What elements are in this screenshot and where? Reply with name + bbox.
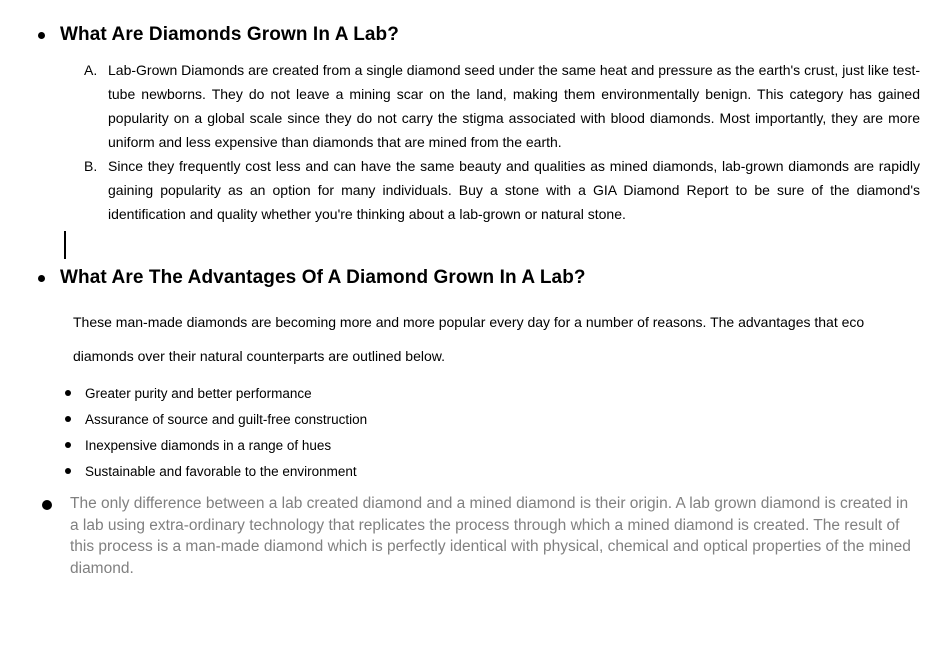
text-cursor <box>64 231 66 259</box>
intro-line-2: diamonds over their natural counterparts are outlined below. <box>73 348 445 364</box>
note-paragraph: The only difference between a lab created diamond and a mined diamond is their origin. A lab grown diamond is created in a lab using extra-ordinary technology that replicates the process through which a mined diamond is created. The result of this process is a man-made diamond which is perfectly identical with physical, chemical and optical properties of the mined diamond. <box>70 495 911 577</box>
bullet-icon <box>65 416 71 422</box>
advantage-purity: Greater purity and better performance <box>85 385 312 401</box>
section-heading-lab-grown: What Are Diamonds Grown In A Lab? <box>60 24 399 45</box>
list-item <box>65 458 948 484</box>
advantages-list <box>65 380 948 484</box>
list-item <box>65 406 948 432</box>
list-item <box>65 432 948 458</box>
bullet-icon <box>65 468 71 474</box>
bullet-icon <box>65 390 71 396</box>
section-heading-row-lab-grown <box>38 22 920 48</box>
advantage-sustainable: Sustainable and favorable to the environment <box>85 463 357 479</box>
list-marker-b: B. <box>84 158 98 174</box>
note-row <box>42 493 920 579</box>
advantage-inexpensive: Inexpensive diamonds in a range of hues <box>85 437 332 453</box>
bullet-icon <box>38 32 45 39</box>
bullet-icon <box>38 275 45 282</box>
section-heading-row-advantages <box>38 265 920 291</box>
intro-paragraph <box>73 305 920 373</box>
section-heading-advantages: What Are The Advantages Of A Diamond Grown In A Lab? <box>60 267 586 288</box>
advantage-assurance: Assurance of source and guilt-free construction <box>85 411 368 427</box>
paragraph-lab-grown-a: Lab-Grown Diamonds are created from a single diamond seed under the same heat and pressure as the earth's crust, just like test-tube newborns. They do not leave a mining scar on the land, making them environmentally benign. This category has gained popularity on a global scale since they do not carry the stigma associated with blood diamonds. Most importantly, they are more uniform and less expensive than diamonds that are mined from the earth. <box>108 62 920 150</box>
bullet-icon <box>42 500 52 510</box>
list-item <box>84 154 920 226</box>
intro-line-1: These man-made diamonds are becoming more and more popular every day for a number of reasons. The advantages that eco <box>73 314 865 330</box>
paragraph-lab-grown-b: Since they frequently cost less and can have the same beauty and qualities as mined diamonds, lab-grown diamonds are rapidly gaining popularity as an option for many individuals. Buy a stone with a GIA Diamond Report to be sure of the diamond's identification and quality whether you're thinking about a lab-grown or natural stone. <box>108 158 920 222</box>
list-item <box>65 380 948 406</box>
lettered-list <box>84 58 920 226</box>
list-marker-a: A. <box>84 62 98 78</box>
empty-edit-line[interactable] <box>64 229 948 260</box>
list-item <box>84 58 920 154</box>
bullet-icon <box>65 442 71 448</box>
